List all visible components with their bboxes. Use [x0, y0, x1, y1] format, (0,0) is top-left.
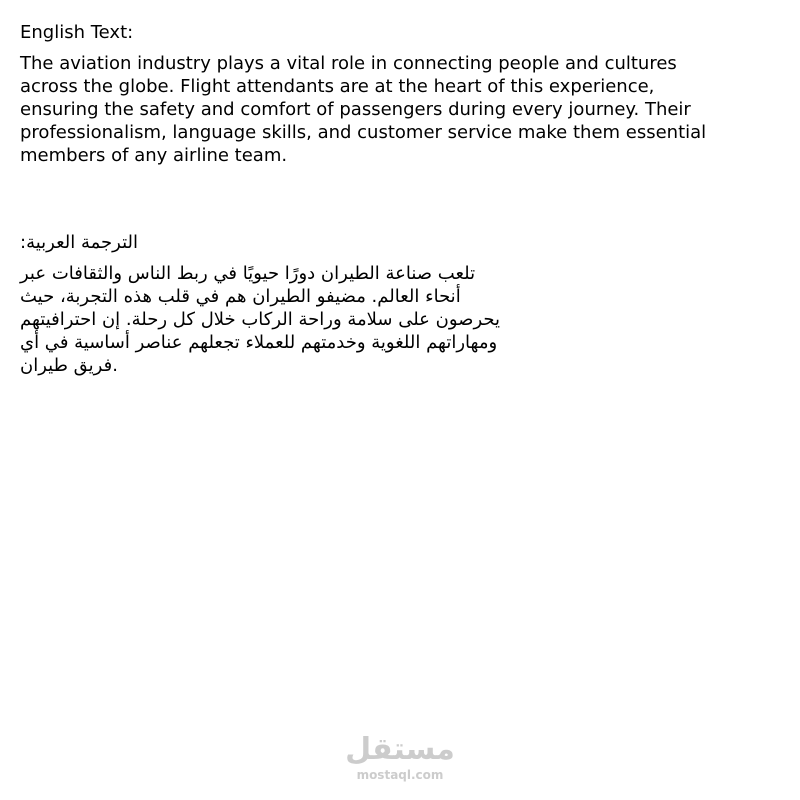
mostaql-watermark	[344, 732, 456, 788]
english-line: The aviation industry plays a vital role in connecting people and cultures	[20, 53, 677, 74]
arabic-line: ومهاراتهم اللغوية وخدمتهم للعملاء تجعلهم عناصر أساسية في أي	[20, 332, 498, 353]
english-line: members of any airline team.	[20, 145, 288, 166]
arabic-line: فريق طيران.	[20, 355, 118, 376]
arabic-line: أنحاء العالم. مضيفو الطيران هم في قلب هذه التجربة، حيث	[20, 286, 461, 307]
arabic-line: يحرصون على سلامة وراحة الركاب خلال كل رحلة. إن احترافيتهم	[20, 309, 501, 330]
english-heading: English Text:	[20, 22, 134, 43]
english-paragraph	[20, 52, 790, 167]
english-line: across the globe. Flight attendants are at the heart of this experience,	[20, 76, 655, 97]
watermark-logo: مستقل	[345, 732, 455, 767]
watermark-url: mostaql.com	[356, 768, 444, 782]
english-line: ensuring the safety and comfort of passengers during every journey. Their	[20, 99, 691, 120]
arabic-paragraph	[20, 262, 580, 377]
arabic-line: تلعب صناعة الطيران دورًا حيويًا في ربط الناس والثقافات عبر	[20, 263, 476, 284]
english-line: professionalism, language skills, and customer service make them essential	[20, 122, 707, 143]
arabic-heading: :الترجمة العربية	[20, 232, 139, 253]
